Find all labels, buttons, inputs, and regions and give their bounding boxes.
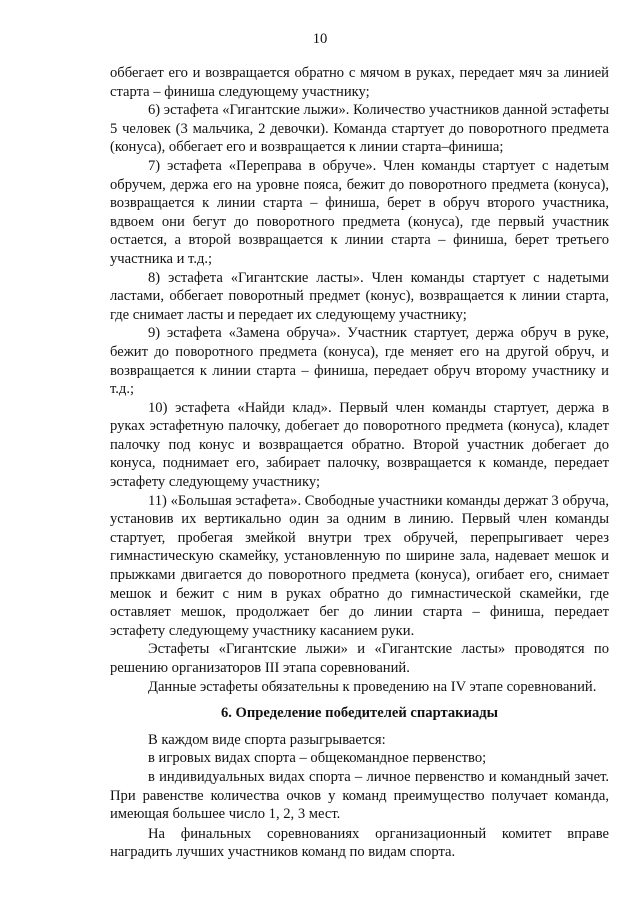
paragraph-relays-mandatory: Данные эстафеты обязательны к проведению на IV этапе соревнований. — [148, 678, 597, 695]
paragraph-relay-giant-skis: 6) эстафета «Гигантские лыжи». Количество участников данной эстафеты 5 человек (3 мальчика, 2 девочки). Команда стартует до поворотного предмета (конуса), оббегает его и возвращается к линии старта–финиша; — [110, 102, 610, 156]
paragraph-continuation: оббегает его и возвращается обратно с мячом в руках, передает мяч за линией старта – финиша следующему участнику; — [110, 65, 609, 100]
paragraph-awards: На финальных соревнованиях организационный комитет вправе наградить лучших участников команд по видам спорта. — [110, 825, 609, 861]
paragraph-team-games: в игровых видах спорта – общекомандное первенство; — [148, 750, 487, 767]
document-body — [110, 64, 609, 862]
paragraph-relay-find-treasure: 10) эстафета «Найди клад». Первый член команды стартует, держа в руках эстафетную палочку, добегает до поворотного предмета (конуса), кладет палочку под конус и возвращается обратно. Второй участник добегает до конуса, поднимает его, забирает палочку, возвращается к команде, передает эстафету следующему участнику; — [110, 399, 609, 491]
paragraph-individual-sports: в индивидуальных видах спорта – личное первенство и командный зачет. При равенстве количества очков у команд преимущество получает команда, имеющая большее число 1, 2, 3 мест. — [110, 768, 609, 823]
section-heading: 6. Определение победителей спартакиады — [220, 705, 499, 722]
paragraph-relay-big: 11) «Большая эстафета». Свободные участники команды держат 3 обруча, установив их вертикально один за одним в линию. Первый член команды стартует, пробегая змейкой внутри трех обручей, перепрыгивает через гимнастическую скамейку, установленную по ширине зала, надевает мешок и прыжками двигается до поворотного предмета (конуса), огибает его, снимает мешок и бежит с ним в руках обратно до гимнастической скамейки, где оставляет мешок, продолжает бег до линии старта – финиша, передает эстафету следующему участнику касанием руки. — [110, 492, 609, 639]
paragraph-each-sport: В каждом виде спорта разыгрывается: — [148, 731, 386, 748]
paragraph-relays-optional: Эстафеты «Гигантские лыжи» и «Гигантские ласты» проводятся по решению организаторов III этапа соревнований. — [110, 641, 609, 676]
paragraph-relay-hoop-change: 9) эстафета «Замена обруча». Участник стартует, держа обруч в руке, бежит до поворотного предмета (конуса), где меняет его на другой обруч, и возвращается к линии старта – финиша, передает обруч второму участнику и т.д.; — [110, 325, 609, 398]
paragraph-relay-hoop-crossing: 7) эстафета «Переправа в обруче». Член команды стартует с надетым обручем, держа его на уровне пояса, бежит до поворотного предмета (конуса), возвращается к линии старта – финиша, берет в обруч второго участника, вдвоем они бегут до поворотного предмета (конуса), где первый участник остается, а второй возвращается к линии старта – финиша, берет третьего участника и т.д.; — [110, 157, 609, 267]
page-number: 10 — [312, 31, 328, 47]
paragraph-relay-giant-flippers: 8) эстафета «Гигантские ласты». Член команды стартует с надетыми ластами, оббегает поворотный предмет (конус), возвращается к линии старта, где снимает ласты и передает их следующему участнику; — [110, 269, 609, 323]
